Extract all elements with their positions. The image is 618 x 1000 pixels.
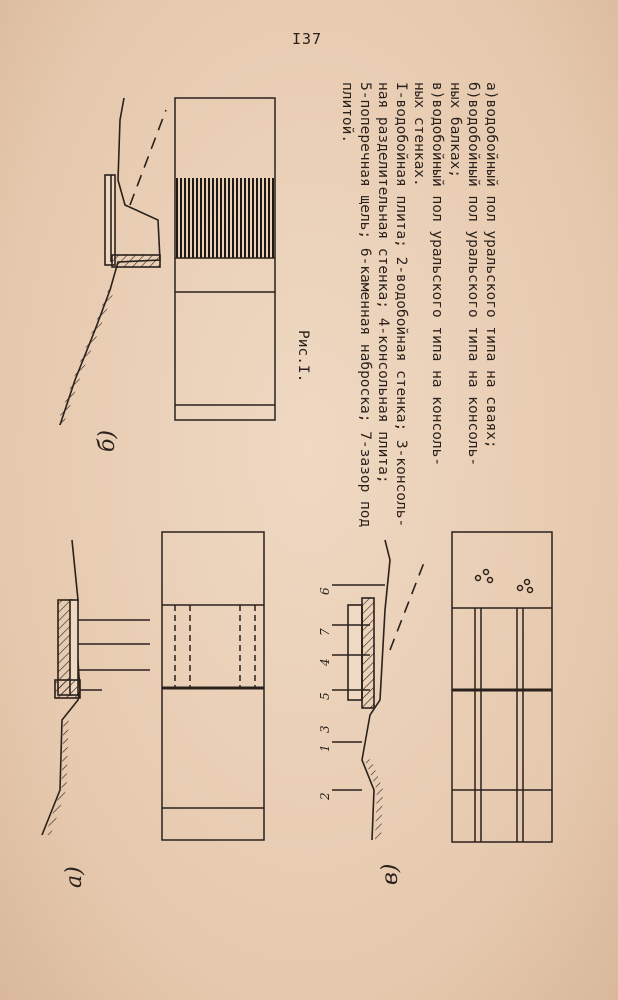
callout-1: 1 [318, 744, 332, 752]
callout-5: 5 [318, 692, 332, 700]
callout-7: 7 [318, 628, 332, 636]
subfigure-label-c: в) [378, 863, 403, 885]
caption-line: ных стенках. [411, 82, 427, 187]
drawing-c-plan [452, 532, 552, 842]
caption-line: б)водобойный пол уральского типа на консоль- [465, 82, 481, 467]
caption-line: I-водобойная плита; 2-водобойная стенка; 3-консоль- [393, 82, 409, 528]
caption-line: ных балках; [447, 82, 463, 179]
caption-line: 5-поперечная щель; 6-каменная наброска; 7-зазор под [357, 82, 373, 528]
drawing-b-section [60, 98, 166, 425]
page-number: I37 [292, 30, 323, 48]
caption-line: в)водобойный пол уральского типа на консоль- [429, 82, 445, 467]
caption-line: ная разделительная стенка; 4-консольная плита; [375, 82, 391, 484]
subfigure-label-b: б) [95, 429, 120, 452]
drawing-b-plan [175, 98, 275, 420]
callout-4: 4 [318, 658, 332, 666]
subfigure-label-a: а) [62, 866, 87, 888]
figure-caption [338, 82, 500, 527]
drawing-c-section [332, 540, 425, 840]
caption-line: плитой. [339, 82, 355, 144]
drawing-a-plan [162, 532, 264, 840]
callout-2: 2 [318, 792, 332, 800]
figure-title: Рис.I. [295, 330, 311, 383]
drawing-a-section [42, 540, 150, 835]
callout-6: 6 [318, 587, 332, 595]
caption-line: а)водобойный пол уральского типа на сваях; [483, 82, 499, 449]
callout-3: 3 [318, 725, 332, 733]
